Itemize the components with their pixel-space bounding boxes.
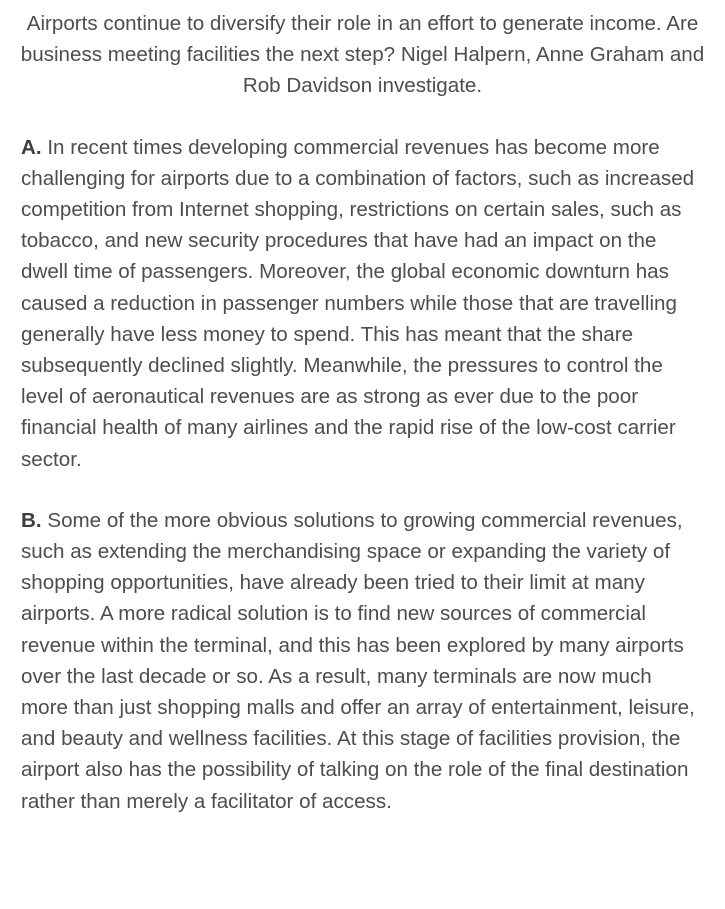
paragraph-a-text: In recent times developing commercial revenues has become more challenging for airports due to a combination of factors, such as increased competition from Internet shopping, restrictions on certain sales, such as tobacco, and new security procedures that have had an impact on the dwell time of passengers. Moreover, the global economic downturn has caused a reduction in passenger numbers while those that are travelling generally have less money to spend. This has meant that the share subsequently declined slightly. Meanwhile, the pressures to control the level of aeronautical revenues are as strong as ever due to the poor financial health of many airlines and the rapid rise of the low-cost carrier sector. xyxy=(21,135,695,471)
paragraph-b xyxy=(0,505,700,817)
paragraph-a xyxy=(0,132,700,475)
paragraph-b-text: Some of the more obvious solutions to growing commercial revenues, such as extending the merchandising space or expanding the variety of shopping opportunities, have already been tried to their limit at many airports. A more radical solution is to find new sources of commercial revenue within the terminal, and this has been explored by many airports over the last decade or so. As a result, many terminals are now much more than just shopping malls and offer an array of entertainment, leisure, and beauty and wellness facilities. At this stage of facilities provision, the airport also has the possibility of talking on the role of the final destination rather than merely a facilitator of access. xyxy=(21,508,695,813)
paragraph-a-letter: A. xyxy=(21,135,42,159)
intro-text: Airports continue to diversify their role in an effort to generate income. Are business meeting facilities the next step? Nigel Halpern, Anne Graham and Rob Davidson investigate. xyxy=(20,12,705,98)
paragraph-b-letter: B. xyxy=(21,508,42,532)
